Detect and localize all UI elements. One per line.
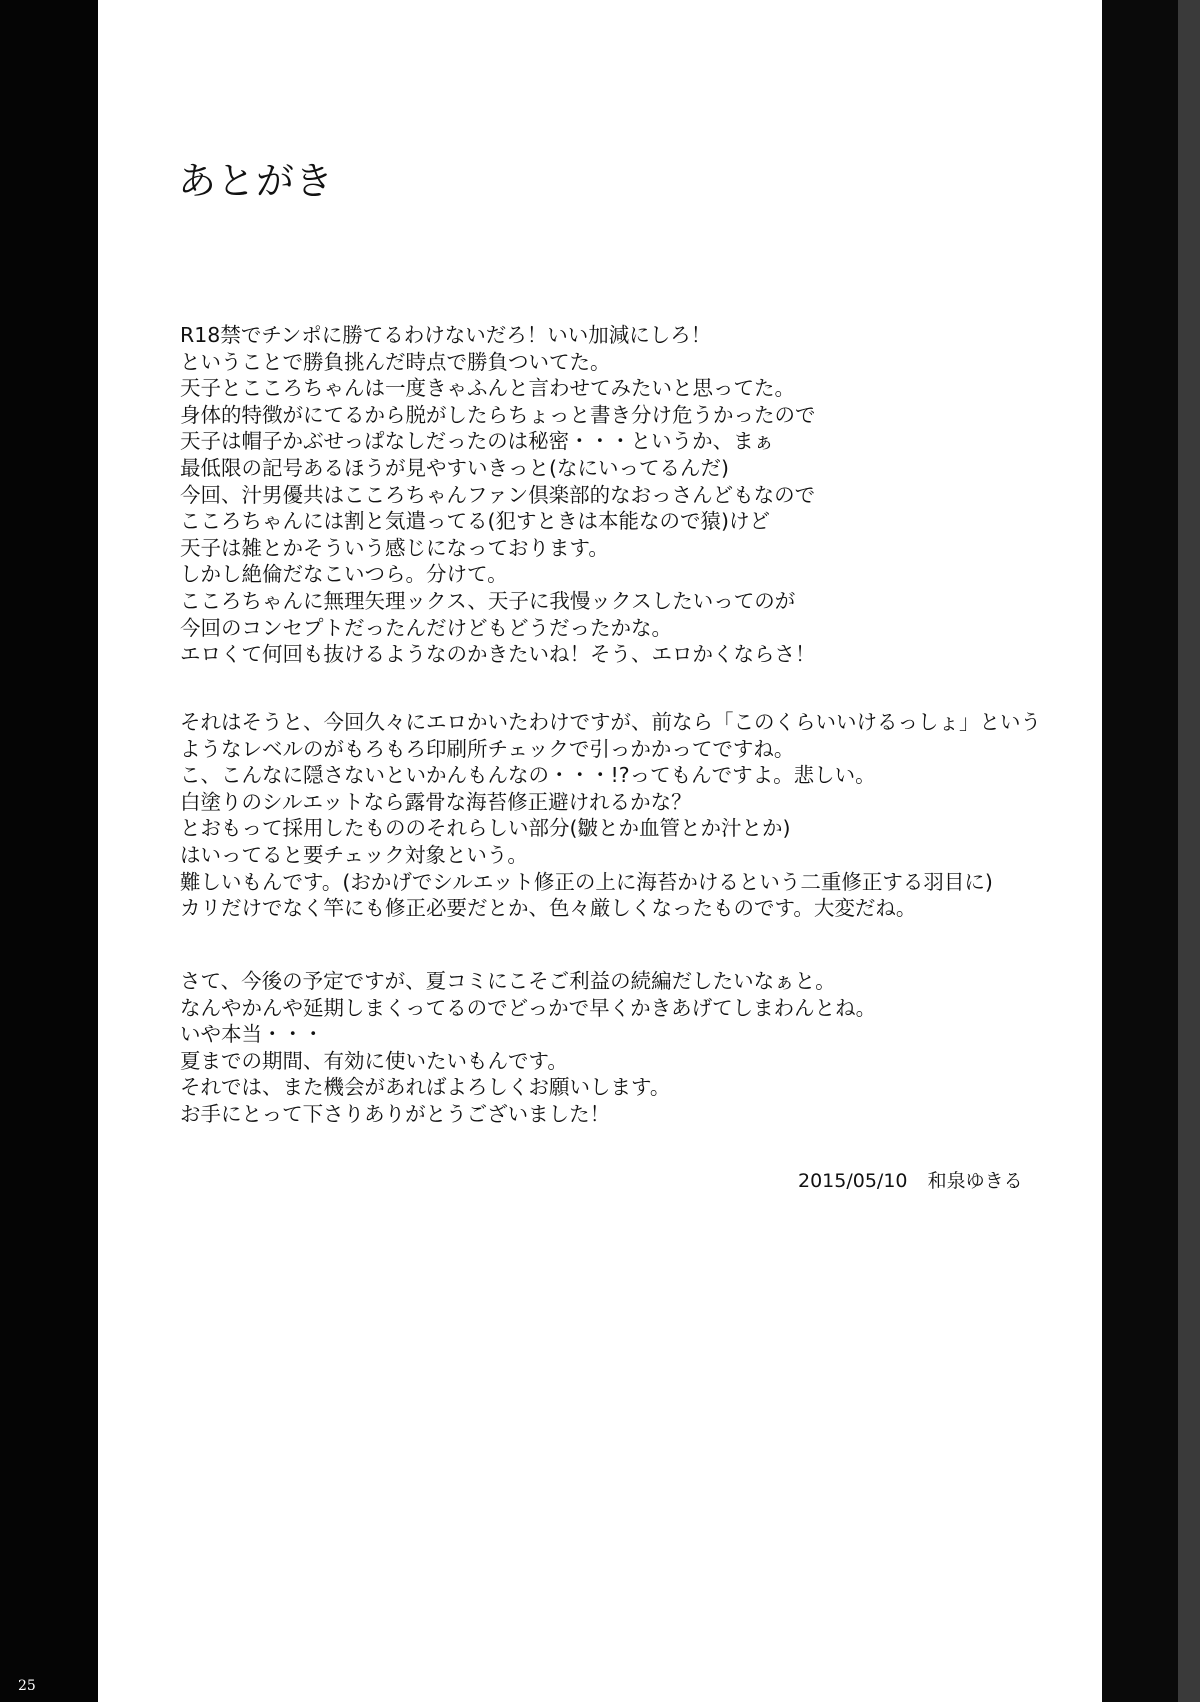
text-line: お手にとって下さりありがとうございました！	[180, 1101, 611, 1126]
text-line: それはそうと、今回久々にエロかいたわけですが、前なら「このくらいいけるっしょ」という	[180, 710, 1041, 734]
text-line: それでは、また機会があればよろしくお願いします。	[180, 1075, 671, 1100]
page-title: あとがき	[178, 159, 335, 203]
text-line: 白塗りのシルエットなら露骨な海苔修正避けれるかな？	[180, 789, 692, 814]
text-line: R18禁でチンポに勝てるわけないだろ！いい加減にしろ！	[180, 323, 712, 347]
paragraph-1	[180, 322, 816, 668]
text-line: カリだけでなく竿にも修正必要だとか、色々厳しくなったものです。大変だね。	[180, 896, 917, 921]
left-page-border	[0, 0, 98, 1702]
text-line: とおもって採用したもののそれらしい部分(皺とか血管とか汁とか)	[180, 816, 791, 841]
text-line: エロくて何回も抜けるようなのかきたいね！そう、エロかくならさ！	[180, 642, 816, 667]
text-line: 天子は雑とかそういう感じになっております。	[180, 535, 609, 560]
text-line: こころちゃんには割と気遣ってる(犯すときは本能なので猿)けど	[180, 509, 770, 534]
text-line: しかし絶倫だなこいつら。分けて。	[180, 562, 508, 587]
signature-author: 和泉ゆきる	[927, 1170, 1023, 1192]
text-line: 夏までの期間、有効に使いたいもんです。	[180, 1048, 568, 1073]
text-line: 天子は帽子かぶせっぱなしだったのは秘密・・・というか、まぁ	[180, 429, 775, 454]
text-line: 天子とこころちゃんは一度きゃふんと言わせてみたいと思ってた。	[180, 376, 795, 401]
signature-date: 2015/05/10	[798, 1170, 908, 1192]
text-line: なんやかんや延期しまくってるのでどっかで早くかきあげてしまわんとね。	[180, 995, 877, 1020]
text-line: 最低限の記号あるほうが見やすいきっと(なにいってるんだ)	[180, 455, 729, 480]
text-line: ようなレベルのがもろもろ印刷所チェックで引っかかってですね。	[180, 736, 795, 761]
text-line: 今回のコンセプトだったんだけどもどうだったかな。	[180, 615, 672, 640]
bleed-edge	[1178, 0, 1200, 1702]
text-line: ということで勝負挑んだ時点で勝負ついてた。	[180, 349, 611, 374]
paragraph-3	[180, 968, 876, 1128]
text-line: 身体的特徴がにてるから脱がしたらちょっと書き分け危うかったので	[180, 402, 816, 427]
text-line: こ、こんなに隠さないといかんもんなの・・・!?ってもんですよ。悲しい。	[180, 763, 876, 788]
paragraph-2	[180, 709, 1041, 922]
text-line: いや本当・・・	[180, 1022, 324, 1047]
text-line: 今回、汁男優共はこころちゃんファン倶楽部的なおっさんどもなので	[180, 482, 816, 507]
signature	[798, 1166, 1023, 1193]
text-line: はいってると要チェック対象という。	[180, 842, 528, 867]
afterword-page	[98, 0, 1102, 1702]
text-line: こころちゃんに無理矢理ックス、天子に我慢ックスしたいってのが	[180, 588, 796, 613]
page-number: 25	[18, 1678, 36, 1694]
text-line: さて、今後の予定ですが、夏コミにこそご利益の続編だしたいなぁと。	[180, 969, 836, 993]
text-line: 難しいもんです。(おかげでシルエット修正の上に海苔かけるという二重修正する羽目に)	[180, 869, 993, 894]
